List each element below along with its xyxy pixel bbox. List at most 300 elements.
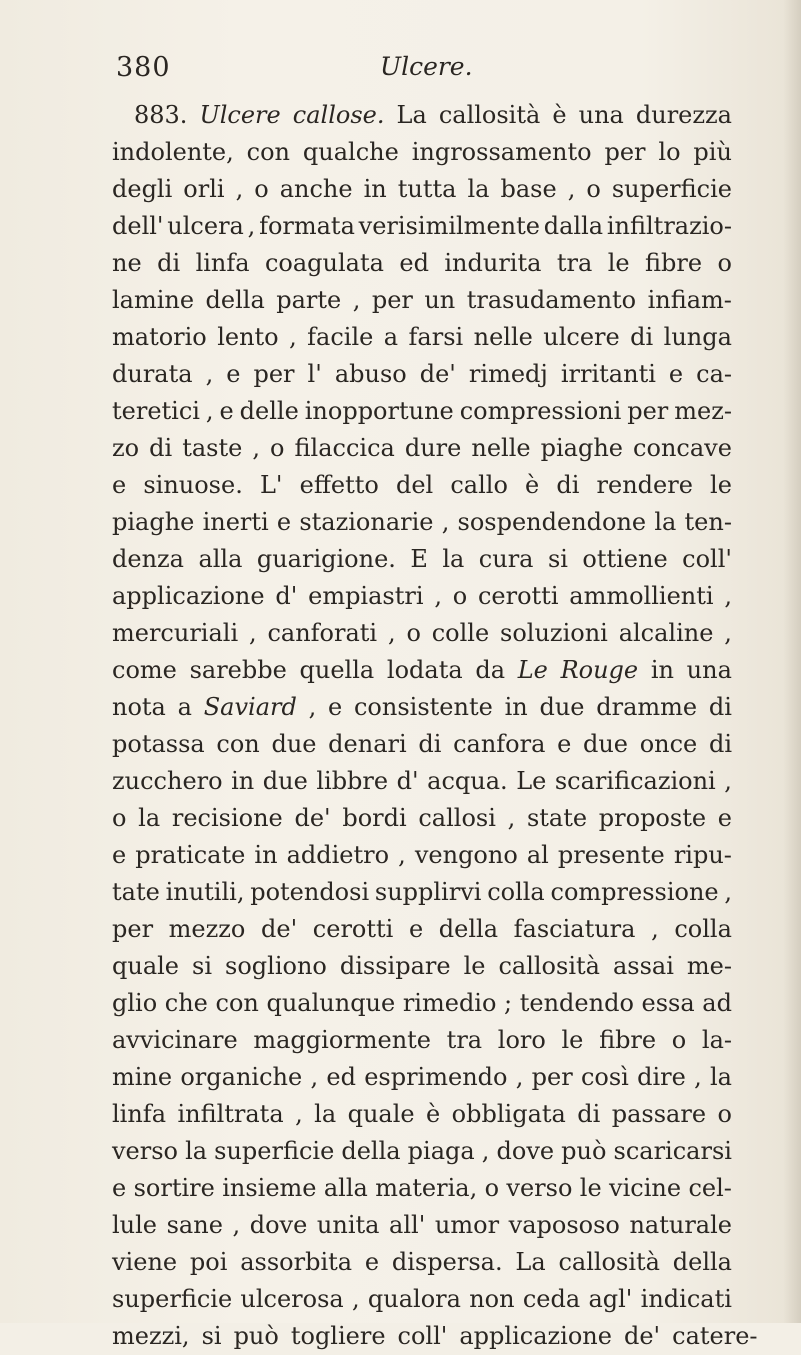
word: compressioni — [459, 397, 622, 425]
text-line — [112, 1059, 732, 1096]
word: vicine — [609, 1174, 682, 1202]
word: proposte — [598, 804, 707, 832]
text-line — [112, 97, 732, 134]
word: a — [177, 693, 192, 721]
word: libbre — [316, 767, 389, 795]
text-line — [112, 393, 732, 430]
word: , — [289, 323, 297, 351]
word: tendendo — [519, 989, 634, 1017]
word: de' — [294, 804, 331, 832]
word: base — [500, 175, 557, 203]
word: sane — [166, 1211, 223, 1239]
text-line — [112, 541, 732, 578]
word: ulcera — [167, 212, 244, 240]
word: de' — [261, 915, 298, 943]
word: piaghe — [540, 434, 624, 462]
body-text — [112, 97, 758, 1355]
word: , — [724, 878, 732, 906]
word: 883. — [134, 101, 188, 129]
word: superficie — [112, 1285, 233, 1313]
word: si — [192, 952, 213, 980]
word: ottiene — [582, 545, 668, 573]
text-line — [112, 134, 732, 171]
word: dispersa. — [391, 1248, 503, 1276]
word: , — [352, 1285, 360, 1313]
word: o — [717, 1100, 732, 1128]
word: due — [262, 767, 308, 795]
word: e — [112, 471, 127, 499]
word: canfora — [453, 730, 546, 758]
word: o — [717, 249, 732, 277]
text-line — [112, 911, 732, 948]
word: o — [484, 1174, 500, 1202]
word: quale — [347, 1100, 415, 1128]
word: infiam- — [647, 286, 732, 314]
word: sospendendone — [457, 508, 647, 536]
word: poi — [189, 1248, 228, 1276]
word: , — [567, 175, 576, 203]
word: ed — [399, 249, 429, 277]
word: è — [552, 101, 567, 129]
word: zo — [112, 434, 140, 462]
word: nota — [112, 693, 166, 721]
word: acqua. — [427, 767, 508, 795]
word: delle — [239, 397, 299, 425]
word: cerotti — [477, 582, 559, 610]
word: all' — [389, 1211, 426, 1239]
word: taste — [182, 434, 243, 462]
word: può — [233, 1322, 279, 1350]
text-line — [112, 1022, 732, 1059]
word: verso — [112, 1137, 178, 1165]
text-line — [112, 171, 732, 208]
word: o — [112, 804, 127, 832]
word: rimedj — [468, 360, 548, 388]
word: , — [235, 175, 244, 203]
word: una — [578, 101, 624, 129]
word: la — [185, 1137, 208, 1165]
word: da — [475, 656, 506, 684]
word: linfa — [112, 1100, 166, 1128]
word: un — [424, 286, 456, 314]
word: scaricarsi — [613, 1137, 732, 1165]
word: e — [408, 915, 424, 943]
text-line — [112, 763, 732, 800]
text-line — [112, 1318, 758, 1355]
word: abuso — [334, 360, 407, 388]
word: naturale — [629, 1211, 732, 1239]
word: per — [531, 1063, 573, 1091]
word: per — [627, 397, 669, 425]
word: fibre — [599, 1026, 657, 1054]
running-title: Ulcere. — [380, 52, 473, 81]
word: presente — [557, 841, 665, 869]
word: essa — [641, 989, 695, 1017]
word: dramme — [596, 693, 698, 721]
text-line — [112, 467, 732, 504]
word: e — [364, 1248, 380, 1276]
word: qualora — [367, 1285, 461, 1313]
word: guarigione. — [256, 545, 396, 573]
word: durata — [112, 360, 193, 388]
word: callosità — [558, 1248, 660, 1276]
word: ed — [326, 1063, 356, 1091]
word: qualunque — [266, 989, 396, 1017]
word: denza — [112, 545, 184, 573]
word: togliere — [290, 1322, 386, 1350]
word: della — [672, 1248, 732, 1276]
word: e — [668, 360, 684, 388]
word: sinuose. — [143, 471, 243, 499]
running-head — [116, 52, 716, 92]
word: passare — [611, 1100, 707, 1128]
word: ne — [112, 249, 142, 277]
word: me- — [686, 952, 732, 980]
word: si — [547, 545, 568, 573]
word: in — [650, 656, 674, 684]
word: applicazione — [459, 1322, 612, 1350]
text-line — [112, 1133, 732, 1170]
word: recisione — [171, 804, 283, 832]
word: più — [693, 138, 732, 166]
word: coagulata — [264, 249, 384, 277]
text-line — [112, 948, 732, 985]
text-line — [112, 800, 732, 837]
word: loro — [497, 1026, 546, 1054]
word: vengono — [414, 841, 518, 869]
word: inopportune — [304, 397, 454, 425]
word: infiltrazio- — [606, 212, 732, 240]
word: o — [671, 1026, 687, 1054]
word: d' — [275, 582, 298, 610]
text-line — [112, 615, 732, 652]
word: coll' — [682, 545, 732, 573]
word: linfa — [195, 249, 250, 277]
word: con — [216, 730, 260, 758]
word: , — [232, 1211, 241, 1239]
word: o — [270, 434, 285, 462]
word: alla — [323, 1174, 368, 1202]
word: è — [426, 1100, 441, 1128]
word: ca- — [696, 360, 732, 388]
word: e — [557, 730, 572, 758]
text-line — [112, 356, 732, 393]
word: filaccica — [294, 434, 395, 462]
word: indicati — [640, 1285, 732, 1313]
word: orli — [183, 175, 225, 203]
word: tra — [556, 249, 593, 277]
word: La — [396, 101, 427, 129]
word: durezza — [635, 101, 732, 129]
text-line — [112, 578, 732, 615]
word: umor — [434, 1211, 500, 1239]
word: la — [442, 545, 465, 573]
word: di — [418, 730, 442, 758]
word: unita — [316, 1211, 380, 1239]
word: superficie — [611, 175, 732, 203]
word: tra — [446, 1026, 483, 1054]
word: lodata — [386, 656, 463, 684]
word: mezzi, — [112, 1322, 190, 1350]
word: o — [452, 582, 468, 610]
word: le — [463, 952, 486, 980]
word: del — [395, 471, 434, 499]
word: per — [371, 286, 413, 314]
word: lule — [112, 1211, 158, 1239]
word: , — [205, 360, 214, 388]
word: verso — [506, 1174, 573, 1202]
word: lunga — [663, 323, 732, 351]
word: può — [561, 1137, 607, 1165]
word: Le — [516, 767, 547, 795]
word: alla — [198, 545, 243, 573]
word: Rouge — [560, 656, 639, 684]
word: la — [654, 508, 677, 536]
word: qualche — [302, 138, 399, 166]
word: e — [276, 508, 292, 536]
word: ulcerosa — [240, 1285, 344, 1313]
word: ; — [504, 989, 513, 1017]
word: rendere — [596, 471, 693, 499]
word: sortire — [133, 1174, 215, 1202]
word: , — [387, 619, 396, 647]
word: di — [577, 1100, 601, 1128]
word: agl' — [588, 1285, 633, 1313]
word: lo — [658, 138, 681, 166]
word: come — [112, 656, 177, 684]
word: organiche — [180, 1063, 303, 1091]
word: in — [254, 841, 278, 869]
word: con — [246, 138, 291, 166]
word: e — [219, 397, 234, 425]
word: sarebbe — [189, 656, 287, 684]
word: al — [526, 841, 549, 869]
word: Le — [517, 656, 548, 684]
text-line — [112, 1207, 732, 1244]
word: cel- — [688, 1174, 732, 1202]
word: quella — [299, 656, 375, 684]
word: due — [539, 693, 585, 721]
word: ingrossamento — [411, 138, 592, 166]
word: si — [201, 1322, 222, 1350]
word: le — [710, 471, 732, 499]
word: inerti — [202, 508, 269, 536]
word: matorio — [112, 323, 207, 351]
word: glio — [112, 989, 158, 1017]
word: inutili, — [165, 878, 245, 906]
word: di — [708, 730, 732, 758]
word: ulcere — [543, 323, 620, 351]
word: superficie — [214, 1137, 335, 1165]
word: denari — [328, 730, 407, 758]
word: di — [630, 323, 654, 351]
text-line — [112, 652, 732, 689]
word: della — [205, 286, 265, 314]
text-line — [112, 430, 732, 467]
word: dell' — [112, 212, 164, 240]
word: indolente, — [112, 138, 234, 166]
word: materia, — [375, 1174, 478, 1202]
text-line — [112, 319, 732, 356]
word: di — [149, 434, 173, 462]
word: nelle — [471, 434, 531, 462]
word: verisimilmente — [358, 212, 540, 240]
text-line — [112, 208, 732, 245]
word: le — [561, 1026, 584, 1054]
word: mez- — [674, 397, 732, 425]
word: dure — [404, 434, 462, 462]
word: la — [138, 804, 161, 832]
text-line — [112, 504, 732, 541]
word: lento — [217, 323, 279, 351]
word: , — [724, 767, 732, 795]
word: , — [434, 582, 442, 610]
word: , — [398, 841, 406, 869]
word: Ulcere — [199, 101, 281, 129]
word: avvicinare — [112, 1026, 238, 1054]
word: callo — [450, 471, 508, 499]
word: assai — [612, 952, 674, 980]
word: de' — [623, 1322, 661, 1350]
word: e — [112, 841, 127, 869]
word: E — [410, 545, 428, 573]
word: canforati — [267, 619, 378, 647]
word: fasciatura — [513, 915, 636, 943]
word: supplirvi — [374, 878, 482, 906]
word: dove — [496, 1137, 555, 1165]
word: alcaline — [618, 619, 714, 647]
word: quale — [112, 952, 180, 980]
word: tate — [112, 878, 160, 906]
text-line — [112, 726, 732, 763]
word: La — [515, 1248, 546, 1276]
word: , — [352, 286, 361, 314]
word: a — [383, 323, 399, 351]
text-line — [112, 1170, 732, 1207]
word: non — [469, 1285, 515, 1313]
word: facile — [307, 323, 374, 351]
word: esprimendo — [364, 1063, 508, 1091]
word: , — [295, 1100, 303, 1128]
word: insieme — [222, 1174, 317, 1202]
word: empiastri — [308, 582, 424, 610]
word: viene — [112, 1248, 178, 1276]
text-line — [112, 985, 732, 1022]
word: mezzo — [168, 915, 246, 943]
word: la- — [701, 1026, 732, 1054]
word: della — [341, 1137, 401, 1165]
word: tutta — [397, 175, 457, 203]
word: assorbita — [240, 1248, 353, 1276]
page-edge-shadow — [783, 0, 801, 1323]
word: farsi — [408, 323, 464, 351]
word: potendosi — [250, 878, 370, 906]
word: praticate — [135, 841, 246, 869]
word: una — [686, 656, 732, 684]
word: sogliono — [225, 952, 327, 980]
word: once — [639, 730, 698, 758]
word: formata — [259, 212, 355, 240]
word: fibre — [645, 249, 703, 277]
word: callosità — [438, 101, 541, 129]
word: state — [526, 804, 588, 832]
word: parte — [276, 286, 342, 314]
word: vapososo — [508, 1211, 620, 1239]
word: , — [205, 397, 214, 425]
word: bordi — [342, 804, 407, 832]
word: dove — [249, 1211, 308, 1239]
word: , — [310, 1063, 319, 1091]
word: , — [724, 582, 732, 610]
word: cerotti — [312, 915, 394, 943]
word: d' — [396, 767, 419, 795]
word: , — [515, 1063, 524, 1091]
word: , — [694, 1063, 702, 1091]
word: per — [253, 360, 295, 388]
word: due — [582, 730, 629, 758]
word: o — [586, 175, 601, 203]
word: consistente — [353, 693, 493, 721]
word: colla — [487, 878, 545, 906]
text-line — [112, 1281, 732, 1318]
text-line — [112, 874, 732, 911]
word: di — [708, 693, 732, 721]
word: , — [441, 508, 450, 536]
word: e — [328, 693, 343, 721]
word: le — [579, 1174, 602, 1202]
word: L' — [259, 471, 283, 499]
word: cura — [478, 545, 534, 573]
word: scarificazioni — [554, 767, 716, 795]
word: l' — [307, 360, 322, 388]
word: maggiormente — [253, 1026, 431, 1054]
word: teretici — [112, 397, 200, 425]
text-line — [112, 282, 732, 319]
word: o — [254, 175, 269, 203]
word: , — [308, 693, 317, 721]
word: la — [314, 1100, 337, 1128]
word: , — [252, 434, 260, 462]
word: obbligata — [451, 1100, 566, 1128]
word: zucchero — [112, 767, 223, 795]
word: stazionarie — [299, 508, 434, 536]
word: la — [467, 175, 490, 203]
word: due — [271, 730, 317, 758]
word: è — [525, 471, 540, 499]
word: per — [112, 915, 154, 943]
word: e — [717, 804, 732, 832]
word: irritanti — [560, 360, 656, 388]
word: ten- — [684, 508, 732, 536]
word: così — [580, 1063, 629, 1091]
word: addietro — [286, 841, 390, 869]
word: potassa — [112, 730, 205, 758]
word: e — [226, 360, 241, 388]
word: in — [504, 693, 528, 721]
word: dalla — [543, 212, 604, 240]
word: Saviard — [203, 693, 297, 721]
word: , — [651, 915, 659, 943]
word: in — [231, 767, 255, 795]
word: piaga — [407, 1137, 475, 1165]
text-line — [112, 1096, 732, 1133]
word: della — [438, 915, 499, 943]
word: callosi — [418, 804, 496, 832]
text-line — [112, 837, 732, 874]
word: colla — [674, 915, 732, 943]
word: effetto — [299, 471, 379, 499]
word: , — [507, 804, 516, 832]
